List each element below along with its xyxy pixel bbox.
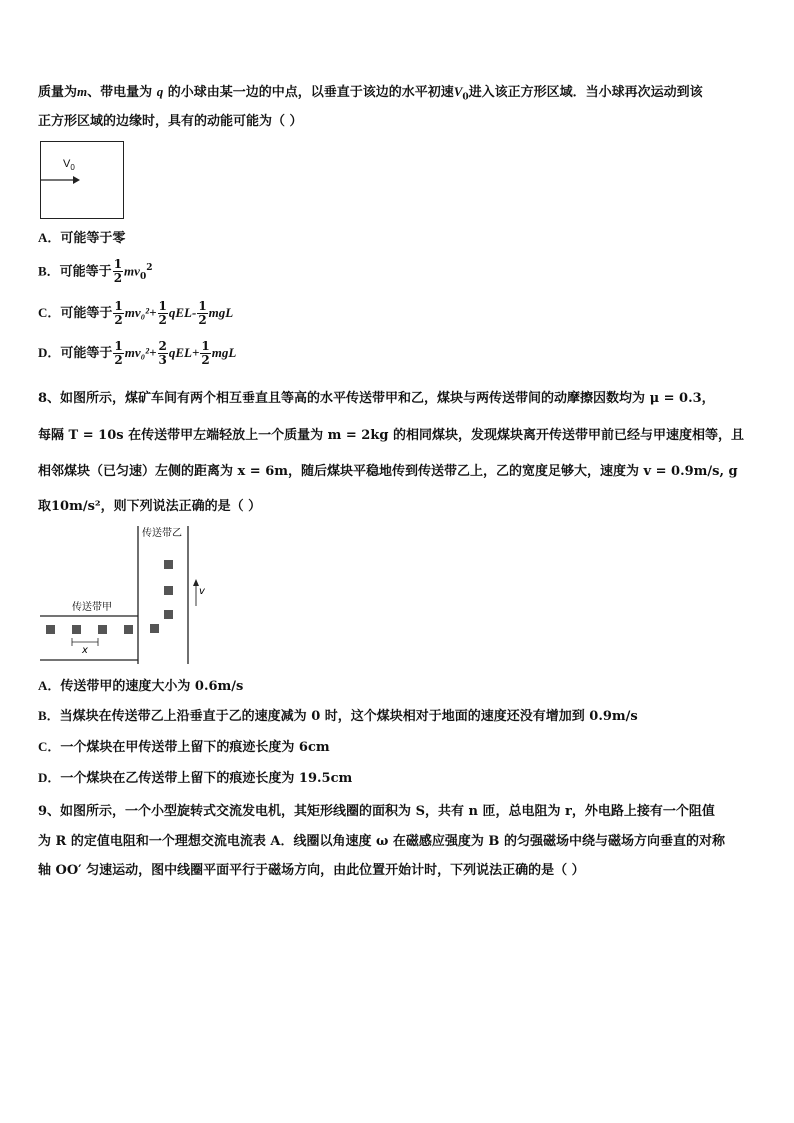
q7-option-b-label: B． (38, 263, 60, 279)
q8-option-b-label: B． (38, 708, 60, 723)
q8-coal-block (164, 586, 173, 595)
q8-v-arrow-icon (193, 579, 199, 586)
q7-option-d-term-1: mv₀²+ (124, 345, 157, 360)
q7-stem-text-2: 、带电量为 (87, 85, 153, 100)
q7-option-d-frac-3 (200, 340, 210, 367)
q8-stem-line3: 相邻煤块（已匀速）左侧的距离为 x = 6m，随后煤块平稳地传到传送带乙上，乙的宽度足够大，速度为 v = 0.9m/s, g (38, 464, 738, 479)
q8-option-c-text: 一个煤块在甲传送带上留下的痕迹长度为 6cm (60, 740, 330, 755)
q8-option-d-text: 一个煤块在乙传送带上留下的痕迹长度为 19.5cm (60, 771, 353, 786)
q7-option-c-f2-num: 1 (158, 299, 167, 313)
q7-option-a-label: A． (38, 230, 61, 245)
q9-stem-line2: 为 R 的定值电阻和一个理想交流电流表 A．线圈以角速度 ω 在磁感应强度为 B 的匀强磁场中绕与磁场方向垂直的对称 (38, 834, 725, 849)
q7-option-d-label: D． (38, 345, 61, 360)
q8-x-label: x (82, 645, 88, 656)
q7-option-c-f1-den: 2 (114, 313, 123, 327)
q8-belt-yi-label: 传送带乙 (142, 528, 182, 539)
q8-option-c-label: C． (38, 739, 61, 754)
q7-option-c-prefix: 可能等于 (60, 306, 113, 321)
q7-option-c-label: C． (38, 305, 61, 320)
q8-option-b[interactable] (38, 706, 638, 727)
q8-coal-block (150, 624, 159, 633)
q7-option-b-sub: 0 (139, 271, 147, 282)
q7-option-b-prefix: 可能等于 (59, 264, 112, 280)
q7-stem-text-3: 的小球由某一边的中点，以垂直于该边的水平初速 (167, 85, 454, 100)
q8-option-b-text: 当煤块在传送带乙上沿垂直于乙的速度减为 0 时，这个煤块相对于地面的速度还没有增加到 0.9m/s (59, 709, 638, 724)
q7-option-b-frac-den: 2 (113, 271, 123, 286)
q7-option-c-f3-den: 2 (198, 313, 207, 327)
q7-mass-symbol: m (77, 84, 88, 99)
q8-coal-block (46, 625, 55, 634)
q8-belt-jia-label: 传送带甲 (72, 602, 112, 613)
q7-option-d-frac-2 (158, 340, 168, 367)
q7-square-figure (40, 141, 124, 219)
q7-option-d-f2-num: 2 (158, 339, 167, 353)
q7-option-d-term-2: qEL+ (168, 345, 200, 360)
q7-stem-text-4: 进入该正方形区域．当小球再次运动到该 (468, 85, 703, 100)
q7-figure-v-sub: 0 (70, 163, 75, 173)
q7-v0-sub: 0 (462, 92, 469, 103)
q7-stem-line1 (38, 82, 703, 108)
q7-option-c-frac-3 (197, 300, 207, 327)
q8-stem-line1: 8、如图所示，煤矿车间有两个相互垂直且等高的水平传送带甲和乙，煤块与两传送带间的动摩擦因数均为 μ = 0.3， (38, 391, 715, 406)
q7-arrow-icon (41, 142, 123, 218)
q7-option-d-f3-den: 2 (201, 353, 210, 367)
q9-stem-line3: 轴 OO′ 匀速运动，图中线圈平面平行于磁场方向，由此位置开始计时，下列说法正确的是（ ） (38, 863, 585, 878)
q8-coal-block (72, 625, 81, 634)
q8-option-a[interactable] (38, 676, 243, 697)
q7-option-d-f2-den: 3 (158, 353, 167, 367)
q7-option-c-term-2: qEL- (168, 305, 197, 320)
q7-option-c-term-3: mgL (208, 305, 234, 320)
q8-option-a-label: A． (38, 678, 61, 693)
q8-option-c[interactable] (38, 737, 330, 758)
q7-figure-v-text: V (63, 158, 71, 170)
q7-option-b-expr: mv (124, 263, 140, 279)
q7-stem-text-1: 质量为 (38, 85, 78, 100)
q7-option-c-f1-num: 1 (114, 299, 123, 313)
q8-coal-block (98, 625, 107, 634)
q8-stem-line2: 每隔 T = 10s 在传送带甲左端轻放上一个质量为 m = 2kg 的相同煤块，发现煤块离开传送带甲前已经与甲速度相等，且 (38, 428, 744, 443)
q7-option-d-f3-num: 1 (201, 339, 210, 353)
q7-option-d-frac-1 (113, 340, 123, 367)
q7-option-d-f1-num: 1 (114, 339, 123, 353)
q8-conveyor-figure (38, 524, 228, 669)
q7-option-c-term-1: mv₀²+ (124, 305, 157, 320)
q8-option-a-text: 传送带甲的速度大小为 0.6m/s (60, 679, 244, 694)
q7-option-d-prefix: 可能等于 (60, 346, 113, 361)
q8-v-label: v (199, 586, 205, 597)
q7-option-a[interactable] (38, 228, 125, 249)
q7-option-b[interactable] (38, 258, 152, 287)
q8-option-d[interactable] (38, 768, 352, 789)
q7-option-b-sup: 2 (146, 263, 153, 273)
q7-option-a-text: 可能等于零 (60, 231, 126, 246)
q7-option-c-f3-num: 1 (198, 299, 207, 313)
q9-stem-line1: 9、如图所示，一个小型旋转式交流发电机，其矩形线圈的面积为 S，共有 n 匝，总电阻为 r，外电路上接有一个阻值 (38, 804, 715, 819)
q7-option-c-frac-2 (158, 300, 168, 327)
q7-v0-symbol: V (453, 84, 463, 99)
q7-option-d-f1-den: 2 (114, 353, 123, 367)
q7-charge-symbol: q (156, 84, 164, 99)
q8-coal-block (164, 560, 173, 569)
q7-option-c[interactable] (38, 300, 233, 327)
q7-option-c-frac-1 (113, 300, 123, 327)
q8-option-d-label: D． (38, 770, 61, 785)
q8-stem-line4: 取10m/s²，则下列说法正确的是（ ） (38, 499, 262, 514)
q7-option-b-fraction (113, 258, 123, 285)
q7-stem-line2: 正方形区域的边缘时，具有的动能可能为（ ） (38, 114, 303, 129)
q7-option-d-term-3: mgL (211, 345, 237, 360)
q7-option-d[interactable] (38, 340, 236, 367)
q8-coal-block (124, 625, 133, 634)
q7-option-c-f2-den: 2 (158, 313, 167, 327)
q7-option-b-frac-num: 1 (113, 257, 123, 272)
q8-coal-block (164, 610, 173, 619)
